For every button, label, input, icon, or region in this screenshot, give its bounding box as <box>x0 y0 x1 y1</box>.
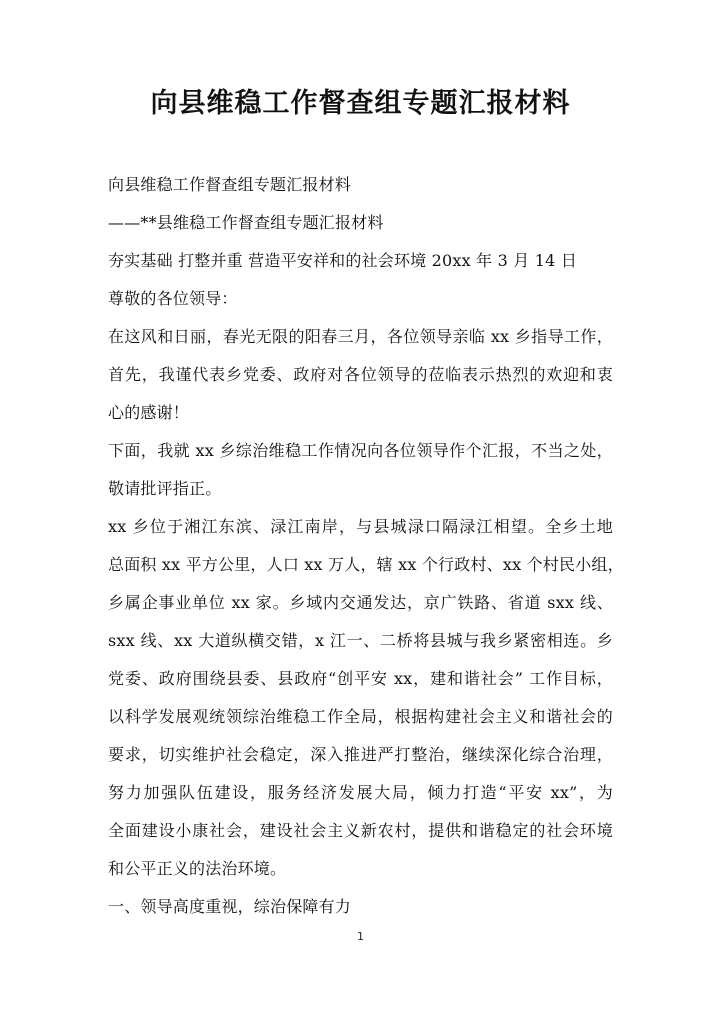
paragraph-line: 党委、政府围绕县委、县政府“创平安 xx，建和谐社会” 工作目标， <box>108 669 613 688</box>
paragraph-line: xx 乡位于湘江东滨、渌江南岸，与县城渌口隔渌江相望。全乡土地 <box>108 517 613 536</box>
paragraph-line: 以科学发展观统领综治维稳工作全局，根据构建社会主义和谐社会的 <box>108 707 613 726</box>
paragraph-line: 在这风和日丽，春光无限的阳春三月，各位领导亲临 xx 乡指导工作， <box>108 327 613 346</box>
slogan-date-line: 夯实基础 打整并重 营造平安祥和的社会环境 20xx 年 3 月 14 日 <box>108 251 578 270</box>
paragraph-line: 心的感谢！ <box>108 403 190 422</box>
section-heading: 一、领导高度重视，综治保障有力 <box>108 897 352 916</box>
salutation: 尊敬的各位领导： <box>108 289 238 308</box>
paragraph-line: 和公平正义的法治环境。 <box>108 859 287 878</box>
paragraph-line: 乡属企事业单位 xx 家。乡域内交通发达，京广铁路、省道 sxx 线、 <box>108 593 613 612</box>
paragraph-line: 全面建设小康社会，建设社会主义新农村，提供和谐稳定的社会环境 <box>108 821 613 840</box>
paragraph-line: 努力加强队伍建设，服务经济发展大局，倾力打造“平安 xx”，为 <box>108 783 613 802</box>
paragraph-line: 敬请批评指正。 <box>108 479 222 498</box>
subtitle-line: 向县维稳工作督查组专题汇报材料 <box>108 175 352 194</box>
paragraph-line: 要求，切实维护社会稳定，深入推进严打整治，继续深化综合治理， <box>108 745 613 764</box>
paragraph-line: 总面积 xx 平方公里，人口 xx 万人，辖 xx 个行政村、xx 个村民小组， <box>108 555 624 574</box>
subtitle-dash-line: ——**县维稳工作督查组专题汇报材料 <box>108 213 384 232</box>
document-title: 向县维稳工作督查组专题汇报材料 <box>150 88 571 119</box>
paragraph-line: 下面，我就 xx 乡综治维稳工作情况向各位领导作个汇报，不当之处， <box>108 441 613 460</box>
paragraph-line: sxx 线、xx 大道纵横交错，x 江一、二桥将县城与我乡紧密相连。乡 <box>108 631 613 650</box>
paragraph-line: 首先，我谨代表乡党委、政府对各位领导的莅临表示热烈的欢迎和衷 <box>108 365 613 384</box>
page-number: 1 <box>357 930 364 943</box>
document-body <box>108 166 624 926</box>
